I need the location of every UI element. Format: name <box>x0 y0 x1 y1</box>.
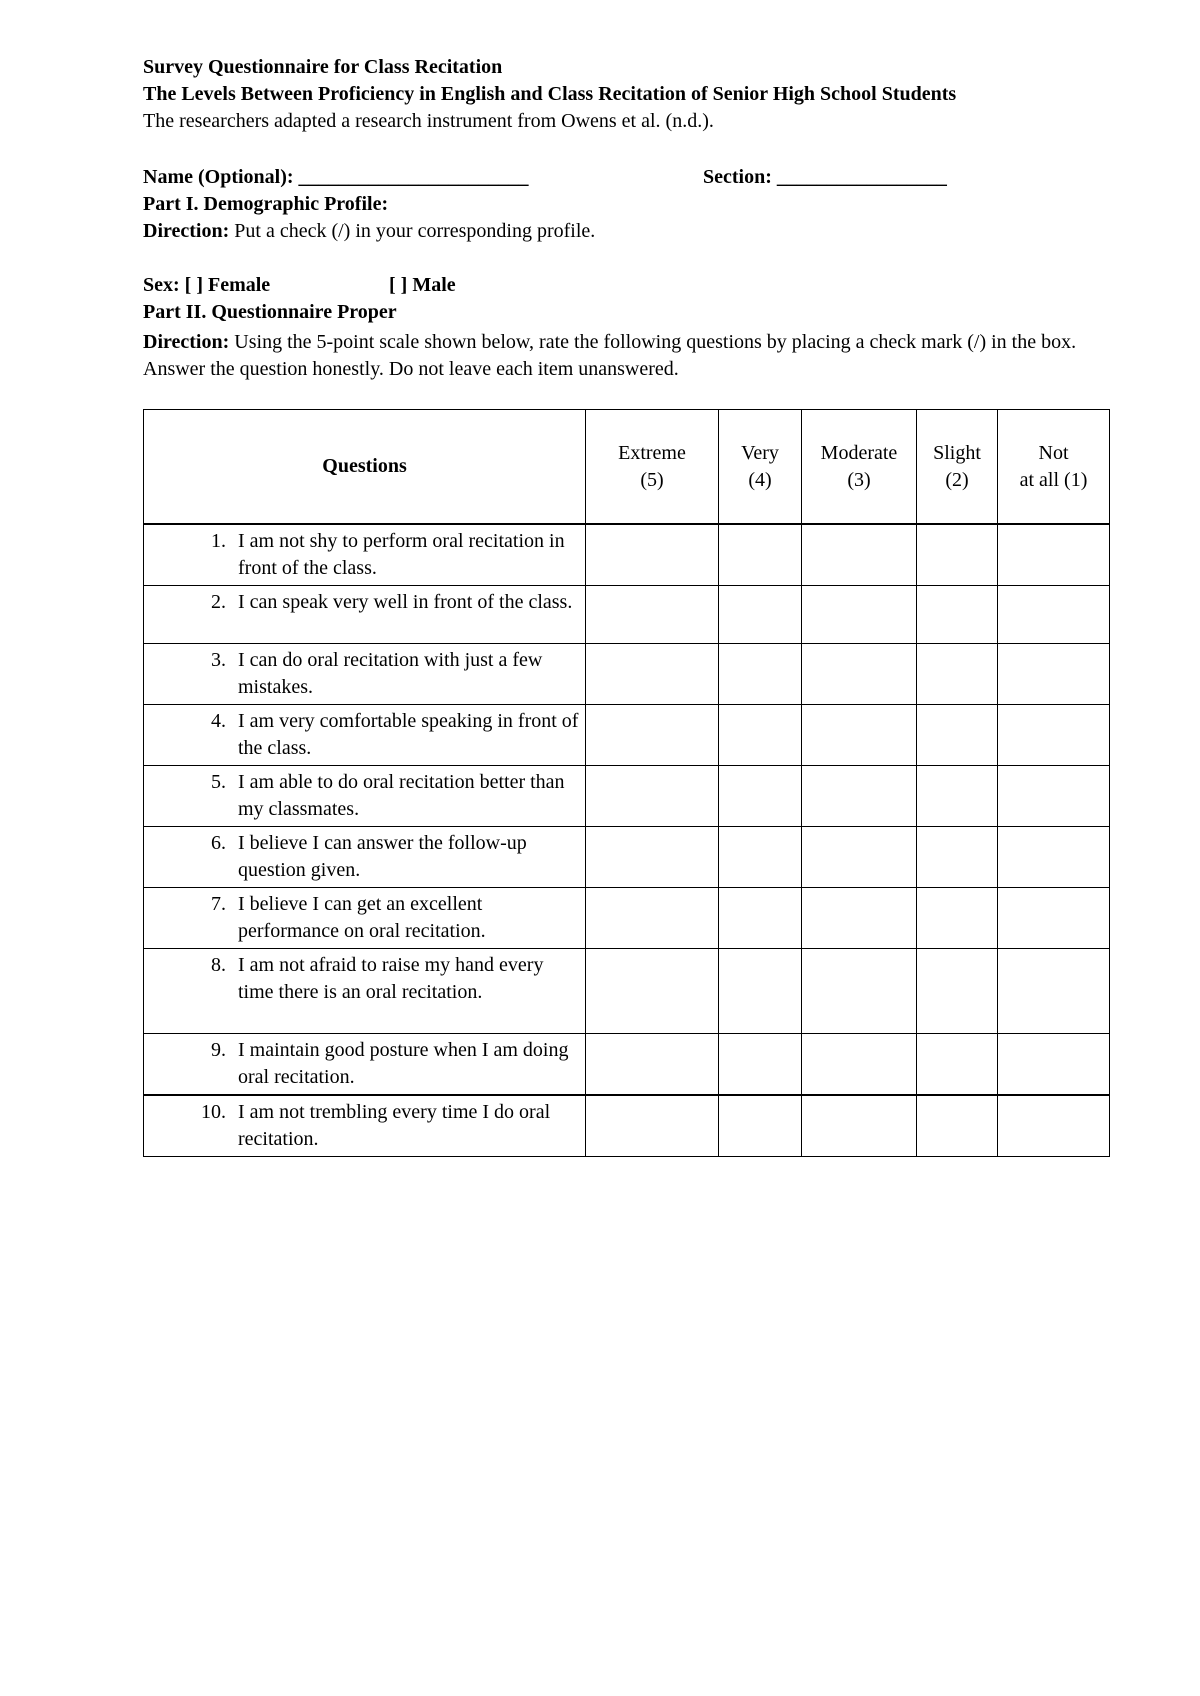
table-row <box>144 1095 1110 1157</box>
question-cell <box>144 888 586 949</box>
rating-cell-4[interactable] <box>719 1095 802 1157</box>
rating-cell-4[interactable] <box>719 586 802 644</box>
name-field[interactable] <box>143 166 529 189</box>
sex-label: Sex: <box>143 274 185 296</box>
rating-cell-3[interactable] <box>802 888 917 949</box>
scale-header-4 <box>719 410 802 525</box>
scale-5-value: (5) <box>640 468 664 491</box>
question-text: I believe I can answer the follow-up question given. <box>238 832 527 881</box>
rating-cell-5[interactable] <box>586 766 719 827</box>
question-cell <box>144 949 586 1034</box>
rating-cell-5[interactable] <box>586 1095 719 1157</box>
question-number: 3. <box>211 649 226 671</box>
scale-3-value: (3) <box>847 468 871 491</box>
part2-heading: Part II. Questionnaire Proper <box>143 301 397 323</box>
question-text: I believe I can get an excellent performance on oral recitation. <box>238 893 486 942</box>
rating-cell-5[interactable] <box>586 827 719 888</box>
rating-table <box>143 409 1110 1157</box>
table-row <box>144 949 1110 1034</box>
question-number: 10. <box>201 1101 226 1123</box>
rating-cell-3[interactable] <box>802 827 917 888</box>
rating-cell-2[interactable] <box>917 586 998 644</box>
part1-direction-text: Put a check (/) in your corresponding profile. <box>229 220 596 242</box>
table-row <box>144 766 1110 827</box>
rating-cell-2[interactable] <box>917 1095 998 1157</box>
rating-cell-5[interactable] <box>586 524 719 586</box>
table-row <box>144 524 1110 586</box>
rating-cell-4[interactable] <box>719 524 802 586</box>
question-text: I am not shy to perform oral recitation in front of the class. <box>238 530 565 579</box>
table-header-row <box>144 410 1110 525</box>
question-number: 6. <box>211 832 226 854</box>
sex-male-option[interactable]: [ ] Male <box>389 274 456 296</box>
question-number: 4. <box>211 710 226 732</box>
scale-1-value: at all (1) <box>1019 468 1088 491</box>
rating-cell-3[interactable] <box>802 705 917 766</box>
rating-cell-3[interactable] <box>802 1034 917 1096</box>
section-blank[interactable]: _________________ <box>776 166 947 188</box>
scale-header-5 <box>586 410 719 525</box>
rating-cell-4[interactable] <box>719 766 802 827</box>
rating-cell-2[interactable] <box>917 827 998 888</box>
table-row <box>144 1034 1110 1096</box>
scale-1-label: Not <box>1038 441 1069 464</box>
rating-cell-4[interactable] <box>719 888 802 949</box>
question-number: 8. <box>211 954 226 976</box>
scale-4-value: (4) <box>748 468 772 491</box>
rating-cell-2[interactable] <box>917 524 998 586</box>
rating-cell-1[interactable] <box>998 644 1110 705</box>
question-cell <box>144 586 586 644</box>
table-row <box>144 644 1110 705</box>
name-label: Name (Optional): <box>143 166 299 188</box>
rating-cell-4[interactable] <box>719 644 802 705</box>
scale-header-2 <box>917 410 998 525</box>
section-label: Section: <box>703 166 777 188</box>
rating-cell-1[interactable] <box>998 949 1110 1034</box>
scale-4-label: Very <box>741 441 779 464</box>
part1-direction-label: Direction: <box>143 220 230 242</box>
rating-cell-4[interactable] <box>719 949 802 1034</box>
rating-cell-2[interactable] <box>917 644 998 705</box>
part2-direction <box>143 329 1083 383</box>
rating-cell-2[interactable] <box>917 1034 998 1096</box>
rating-cell-1[interactable] <box>998 524 1110 586</box>
rating-cell-3[interactable] <box>802 766 917 827</box>
question-text: I am not afraid to raise my hand every time there is an oral recitation. <box>238 954 544 1003</box>
scale-5-label: Extreme <box>618 441 686 464</box>
question-cell <box>144 766 586 827</box>
scale-2-label: Slight <box>933 441 981 464</box>
name-blank[interactable]: _______________________ <box>298 166 529 188</box>
rating-cell-4[interactable] <box>719 705 802 766</box>
part2-direction-text: Using the 5-point scale shown below, rate the following questions by placing a check mark (/) in the box. Answer the question honestly. Do not leave each item unanswered. <box>143 331 1077 380</box>
rating-cell-3[interactable] <box>802 586 917 644</box>
question-number: 1. <box>211 530 226 552</box>
question-text: I can speak very well in front of the class. <box>238 591 573 613</box>
document-subtitle: The Levels Between Proficiency in English and Class Recitation of Senior High School Students <box>143 83 957 105</box>
question-number: 7. <box>211 893 226 915</box>
part1-heading: Part I. Demographic Profile: <box>143 193 389 215</box>
sex-field <box>143 274 270 297</box>
scale-3-label: Moderate <box>820 441 898 464</box>
table-row <box>144 705 1110 766</box>
rating-cell-1[interactable] <box>998 1095 1110 1157</box>
question-cell <box>144 524 586 586</box>
question-number: 2. <box>211 591 226 613</box>
part2-direction-label: Direction: <box>143 331 230 353</box>
rating-cell-5[interactable] <box>586 705 719 766</box>
table-row <box>144 888 1110 949</box>
question-cell <box>144 705 586 766</box>
rating-cell-5[interactable] <box>586 644 719 705</box>
rating-cell-3[interactable] <box>802 524 917 586</box>
section-field[interactable] <box>703 166 947 189</box>
question-text: I can do oral recitation with just a few mistakes. <box>238 649 543 698</box>
sex-female-option[interactable]: [ ] Female <box>184 274 271 296</box>
rating-cell-4[interactable] <box>719 1034 802 1096</box>
question-text: I maintain good posture when I am doing oral recitation. <box>238 1039 569 1088</box>
document-header <box>143 56 1103 137</box>
rating-cell-2[interactable] <box>917 949 998 1034</box>
scale-header-3 <box>802 410 917 525</box>
rating-cell-1[interactable] <box>998 888 1110 949</box>
rating-cell-1[interactable] <box>998 705 1110 766</box>
rating-cell-2[interactable] <box>917 888 998 949</box>
rating-cell-5[interactable] <box>586 586 719 644</box>
rating-cell-5[interactable] <box>586 949 719 1034</box>
question-number: 5. <box>211 771 226 793</box>
rating-cell-1[interactable] <box>998 586 1110 644</box>
document-title: Survey Questionnaire for Class Recitation <box>143 56 503 78</box>
rating-cell-1[interactable] <box>998 827 1110 888</box>
question-cell <box>144 1095 586 1157</box>
question-cell <box>144 1034 586 1096</box>
rating-cell-3[interactable] <box>802 949 917 1034</box>
rating-cell-3[interactable] <box>802 644 917 705</box>
scale-2-value: (2) <box>945 468 969 491</box>
rating-cell-1[interactable] <box>998 1034 1110 1096</box>
question-cell <box>144 827 586 888</box>
question-number: 9. <box>211 1039 226 1061</box>
table-row <box>144 827 1110 888</box>
question-text: I am not trembling every time I do oral recitation. <box>238 1101 551 1150</box>
source-note: The researchers adapted a research instrument from Owens et al. (n.d.). <box>143 110 714 132</box>
rating-cell-2[interactable] <box>917 766 998 827</box>
question-text: I am able to do oral recitation better than my classmates. <box>238 771 565 820</box>
part1-direction <box>143 220 595 243</box>
rating-cell-5[interactable] <box>586 1034 719 1096</box>
scale-header-1 <box>998 410 1110 525</box>
table-row <box>144 586 1110 644</box>
questions-header: Questions <box>144 410 586 525</box>
question-text: I am very comfortable speaking in front of the class. <box>238 710 579 759</box>
rating-cell-5[interactable] <box>586 888 719 949</box>
rating-cell-4[interactable] <box>719 827 802 888</box>
rating-cell-1[interactable] <box>998 766 1110 827</box>
rating-cell-2[interactable] <box>917 705 998 766</box>
rating-cell-3[interactable] <box>802 1095 917 1157</box>
question-cell <box>144 644 586 705</box>
